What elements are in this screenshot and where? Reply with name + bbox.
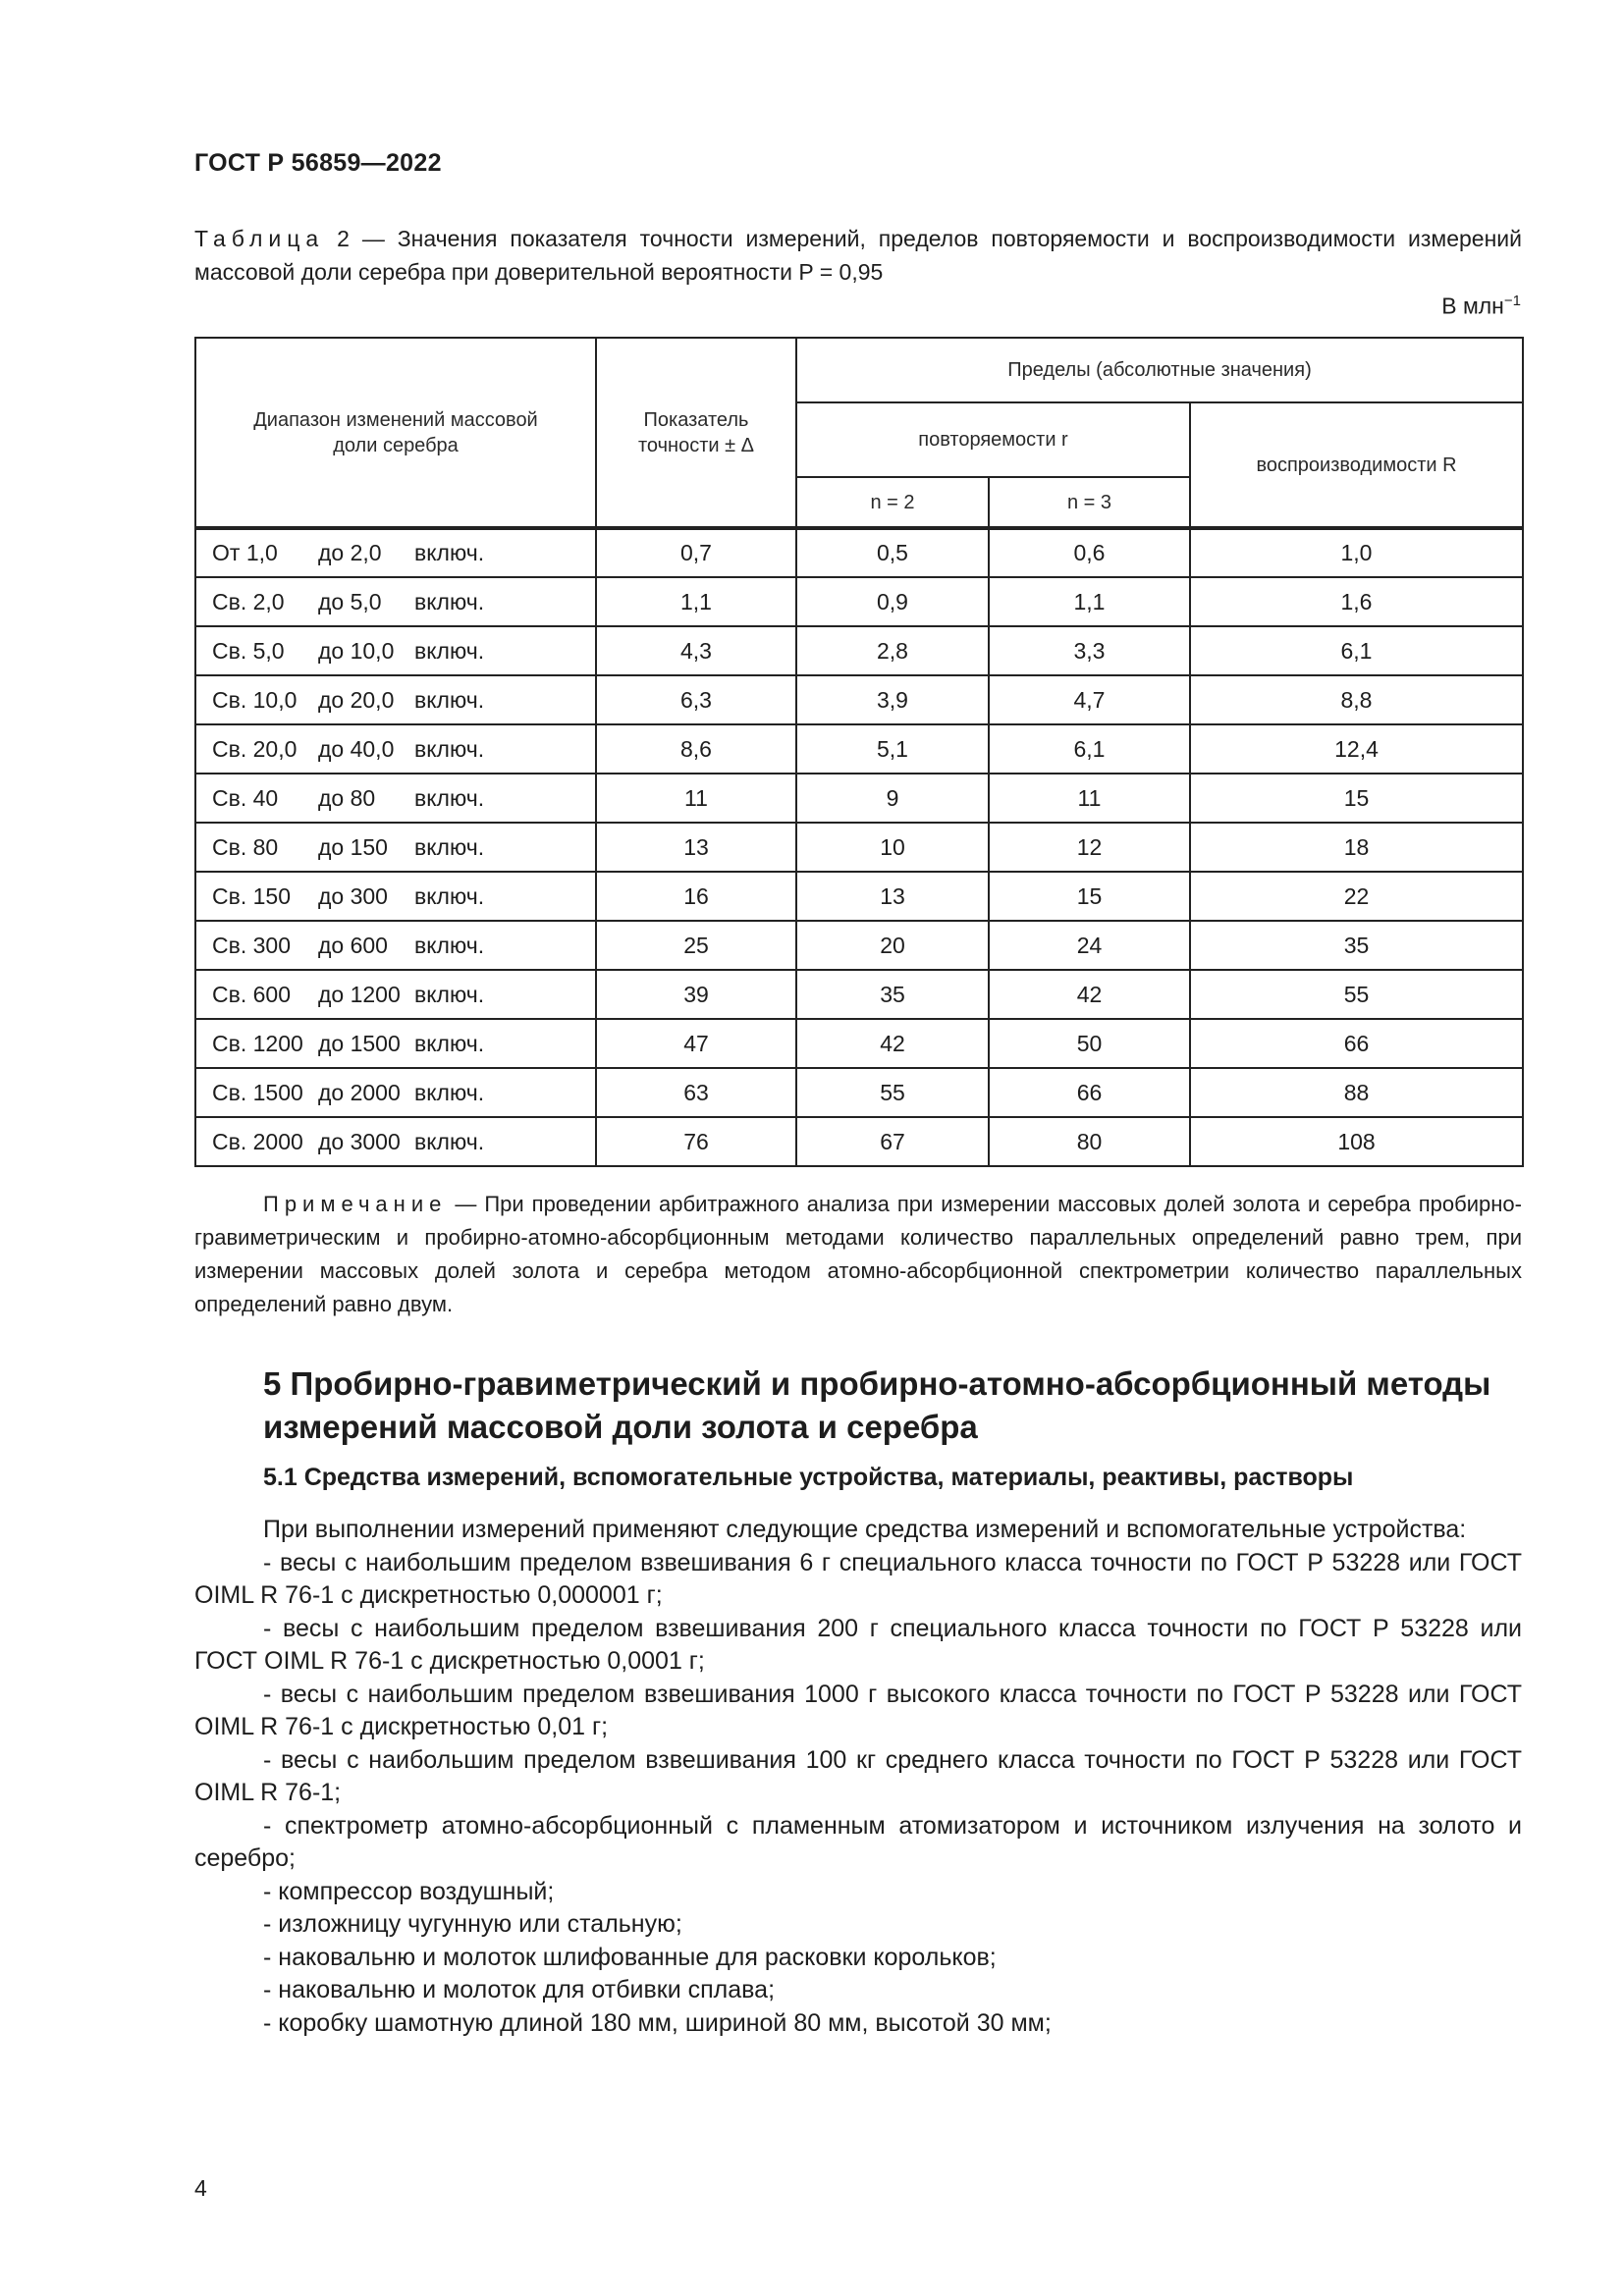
accuracy-cell: 1,1	[596, 577, 796, 626]
body-text	[194, 1514, 1522, 2040]
reproducibility-cell: 8,8	[1190, 675, 1523, 724]
page-number: 4	[194, 2175, 207, 2201]
table-row	[195, 1117, 1523, 1166]
reproducibility-cell: 55	[1190, 970, 1523, 1019]
accuracy-cell: 4,3	[596, 626, 796, 675]
range-to: до 600	[318, 932, 388, 958]
header-n2: n = 2	[796, 477, 989, 528]
repeatability-n3-cell: 0,6	[989, 528, 1190, 577]
range-inclusive: включ.	[414, 1079, 485, 1105]
range-cell	[195, 724, 596, 774]
range-cell	[195, 1019, 596, 1068]
document-header: ГОСТ Р 56859—2022	[194, 149, 442, 177]
note-text: — При проведении арбитражного анализа при измерении массовых долей золота и серебра пробирно-гравиметрическим и пробирно-атомно-абсорбционным методами количество параллельных определений равно трем, при измерении массовых долей золота и серебра методом атомно-абсорбционной спектрометрии количество параллельных определений равно двум.	[194, 1192, 1522, 1316]
body-intro: При выполнении измерений применяют следующие средства измерений и вспомогательные устройства:	[263, 1516, 1467, 1543]
list-item: - весы с наибольшим пределом взвешивания 1000 г высокого класса точности по ГОСТ Р 53228 или ГОСТ OIML R 76-1 с дискретностью 0,01 г;	[194, 1680, 1522, 1740]
accuracy-cell: 16	[596, 872, 796, 921]
range-cell	[195, 823, 596, 872]
list-item: - спектрометр атомно-абсорбционный с пламенным атомизатором и источником излучения на золото и серебро;	[194, 1811, 1522, 1872]
table-row	[195, 823, 1523, 872]
header-range: Диапазон изменений массовой доли серебра	[195, 338, 596, 528]
repeatability-n2-cell: 20	[796, 921, 989, 970]
repeatability-n2-cell: 67	[796, 1117, 989, 1166]
range-inclusive: включ.	[414, 882, 485, 909]
range-cell	[195, 1117, 596, 1166]
reproducibility-cell: 66	[1190, 1019, 1523, 1068]
repeatability-n3-cell: 50	[989, 1019, 1190, 1068]
range-to: до 3000	[318, 1128, 401, 1154]
accuracy-cell: 0,7	[596, 528, 796, 577]
range-from: От 1,0	[212, 540, 278, 565]
repeatability-n2-cell: 0,5	[796, 528, 989, 577]
range-inclusive: включ.	[414, 1030, 485, 1056]
range-from: Св. 10,0	[212, 686, 298, 713]
range-to: до 1500	[318, 1030, 401, 1056]
table-row	[195, 872, 1523, 921]
range-to: до 20,0	[318, 686, 395, 713]
range-to: до 2,0	[318, 540, 382, 565]
repeatability-n2-cell: 42	[796, 1019, 989, 1068]
subsection-title: 5.1 Средства измерений, вспомогательные устройства, материалы, реактивы, растворы	[263, 1464, 1354, 1491]
units-label	[1441, 293, 1521, 320]
range-cell	[195, 577, 596, 626]
repeatability-n2-cell: 13	[796, 872, 989, 921]
range-to: до 40,0	[318, 735, 395, 762]
repeatability-n3-cell: 15	[989, 872, 1190, 921]
table-row	[195, 970, 1523, 1019]
table-row	[195, 774, 1523, 823]
table-caption-prefix: Таблица	[194, 226, 325, 251]
table-row	[195, 577, 1523, 626]
range-cell	[195, 921, 596, 970]
range-from: Св. 600	[212, 981, 291, 1007]
section-title: 5 Пробирно-гравиметрический и пробирно-атомно-абсорбционный методы измерений массовой доли золота и серебра	[263, 1365, 1491, 1445]
table-note	[194, 1188, 1522, 1321]
note-prefix: Примечание	[263, 1192, 448, 1216]
range-cell	[195, 970, 596, 1019]
data-table	[194, 337, 1524, 1167]
table-row	[195, 1068, 1523, 1117]
units-exponent: −1	[1503, 293, 1521, 309]
accuracy-cell: 8,6	[596, 724, 796, 774]
range-to: до 1200	[318, 981, 401, 1007]
repeatability-n2-cell: 5,1	[796, 724, 989, 774]
range-inclusive: включ.	[414, 1128, 485, 1154]
repeatability-n3-cell: 6,1	[989, 724, 1190, 774]
reproducibility-cell: 15	[1190, 774, 1523, 823]
repeatability-n3-cell: 4,7	[989, 675, 1190, 724]
range-from: Св. 40	[212, 784, 279, 811]
header-accuracy: Показатель точности ± Δ	[596, 338, 796, 528]
range-from: Св. 1200	[212, 1030, 303, 1056]
range-from: Св. 2000	[212, 1128, 303, 1154]
range-cell	[195, 872, 596, 921]
list-item: - весы с наибольшим пределом взвешивания 100 кг среднего класса точности по ГОСТ Р 53228 или ГОСТ OIML R 76-1;	[194, 1745, 1522, 1806]
repeatability-n2-cell: 2,8	[796, 626, 989, 675]
reproducibility-cell: 1,6	[1190, 577, 1523, 626]
range-from: Св. 2,0	[212, 588, 285, 614]
range-cell	[195, 774, 596, 823]
range-inclusive: включ.	[414, 735, 485, 762]
repeatability-n2-cell: 3,9	[796, 675, 989, 724]
reproducibility-cell: 22	[1190, 872, 1523, 921]
accuracy-cell: 25	[596, 921, 796, 970]
range-cell	[195, 626, 596, 675]
table-row	[195, 675, 1523, 724]
range-to: до 150	[318, 833, 388, 860]
header-limits: Пределы (абсолютные значения)	[796, 338, 1523, 402]
range-inclusive: включ.	[414, 784, 485, 811]
reproducibility-cell: 6,1	[1190, 626, 1523, 675]
repeatability-n2-cell: 0,9	[796, 577, 989, 626]
range-inclusive: включ.	[414, 540, 485, 565]
list-item: - изложницу чугунную или стальную;	[263, 1910, 682, 1938]
header-n3: n = 3	[989, 477, 1190, 528]
repeatability-n3-cell: 42	[989, 970, 1190, 1019]
repeatability-n2-cell: 55	[796, 1068, 989, 1117]
repeatability-n3-cell: 3,3	[989, 626, 1190, 675]
range-from: Св. 80	[212, 833, 279, 860]
repeatability-n3-cell: 24	[989, 921, 1190, 970]
reproducibility-cell: 1,0	[1190, 528, 1523, 577]
table-row	[195, 1019, 1523, 1068]
reproducibility-cell: 18	[1190, 823, 1523, 872]
reproducibility-cell: 88	[1190, 1068, 1523, 1117]
range-from: Св. 20,0	[212, 735, 298, 762]
table-row	[195, 921, 1523, 970]
repeatability-n2-cell: 10	[796, 823, 989, 872]
range-cell	[195, 528, 596, 577]
list-item: - весы с наибольшим пределом взвешивания 6 г специального класса точности по ГОСТ Р 53228 или ГОСТ OIML R 76-1 с дискретностью 0,000001 г;	[194, 1548, 1522, 1609]
range-from: Св. 5,0	[212, 637, 285, 664]
range-to: до 2000	[318, 1079, 401, 1105]
reproducibility-cell: 35	[1190, 921, 1523, 970]
range-cell	[195, 675, 596, 724]
range-inclusive: включ.	[414, 588, 485, 614]
repeatability-n3-cell: 11	[989, 774, 1190, 823]
range-to: до 80	[318, 784, 376, 811]
range-cell	[195, 1068, 596, 1117]
list-item: - компрессор воздушный;	[263, 1877, 555, 1905]
accuracy-cell: 39	[596, 970, 796, 1019]
repeatability-n3-cell: 12	[989, 823, 1190, 872]
range-inclusive: включ.	[414, 637, 485, 664]
range-to: до 300	[318, 882, 388, 909]
range-inclusive: включ.	[414, 981, 485, 1007]
accuracy-cell: 47	[596, 1019, 796, 1068]
table-caption-text: 2 — Значения показателя точности измерений, пределов повторяемости и воспроизводимости измерений массовой доли серебра при доверительной вероятности P = 0,95	[194, 226, 1522, 285]
list-item: - наковальню и молоток шлифованные для расковки корольков;	[263, 1943, 997, 1971]
range-from: Св. 150	[212, 882, 291, 909]
range-to: до 5,0	[318, 588, 382, 614]
header-reproducibility: воспроизводимости R	[1190, 402, 1523, 528]
table-row	[195, 724, 1523, 774]
units-base: В млн	[1441, 293, 1504, 319]
repeatability-n2-cell: 35	[796, 970, 989, 1019]
equipment-list	[194, 1547, 1522, 2041]
reproducibility-cell: 108	[1190, 1117, 1523, 1166]
repeatability-n3-cell: 80	[989, 1117, 1190, 1166]
range-inclusive: включ.	[414, 932, 485, 958]
range-inclusive: включ.	[414, 686, 485, 713]
accuracy-cell: 76	[596, 1117, 796, 1166]
range-from: Св. 300	[212, 932, 291, 958]
repeatability-n3-cell: 66	[989, 1068, 1190, 1117]
table-row	[195, 528, 1523, 577]
accuracy-cell: 63	[596, 1068, 796, 1117]
range-inclusive: включ.	[414, 833, 485, 860]
accuracy-cell: 6,3	[596, 675, 796, 724]
header-repeatability: повторяемости r	[796, 402, 1190, 477]
accuracy-cell: 11	[596, 774, 796, 823]
reproducibility-cell: 12,4	[1190, 724, 1523, 774]
list-item: - наковальню и молоток для отбивки сплава;	[263, 1976, 776, 2003]
repeatability-n2-cell: 9	[796, 774, 989, 823]
range-to: до 10,0	[318, 637, 395, 664]
table-caption	[194, 222, 1522, 289]
accuracy-cell: 13	[596, 823, 796, 872]
list-item: - коробку шамотную длиной 180 мм, шириной 80 мм, высотой 30 мм;	[263, 2008, 1052, 2037]
range-from: Св. 1500	[212, 1079, 303, 1105]
table-row	[195, 626, 1523, 675]
list-item: - весы с наибольшим пределом взвешивания 200 г специального класса точности по ГОСТ Р 53228 или ГОСТ OIML R 76-1 с дискретностью 0,0001 г;	[194, 1614, 1522, 1675]
repeatability-n3-cell: 1,1	[989, 577, 1190, 626]
